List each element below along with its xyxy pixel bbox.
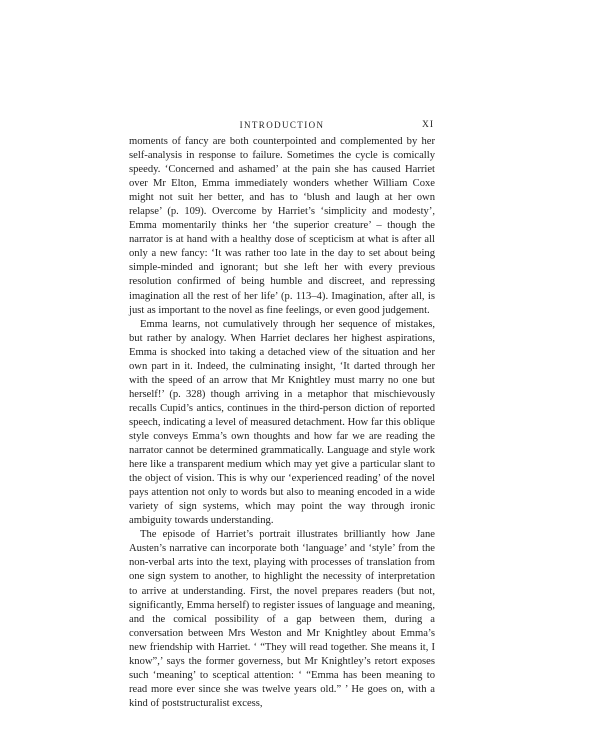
- paragraph-2: Emma learns, not cumulatively through her sequence of mistakes, but rather by analogy. When Harriet declares her highest aspirations, Emma is shocked into taking a detached view of the situation and her own part in it. Indeed, the culminating insight, ‘It darted through her with the speed of an arrow that Mr Knightley must marry no one but herself!’ (p. 328) though arriving in a metaphor that mischievously recalls Cupid’s antics, continues in the third-person diction of reported speech, indicating a level of measured detachment. How far this oblique style conveys Emma’s own thoughts and how far we are reading the narrator cannot be determined grammatically. Language and style work here like a transparent medium which may yet give a particular slant to the object of vision. This is why our ‘experienced reading’ of the novel pays attention not only to words but also to meaning encoded in a wide variety of sign systems, which may point the way through ironic ambiguity towards understanding.: [129, 318, 435, 527]
- paragraph-1: moments of fancy are both counterpointed and complemented by her self-analysis in response to failure. Sometimes the cycle is comically speedy. ‘Concerned and ashamed’ at the pain she has caused Harriet over Mr Elton, Emma immediately wonders whether William Coxe might not suit her better, and has to ‘blush and laugh at her own relapse’ (p. 109). Overcome by Harriet’s ‘simplicity and modesty’, Emma momentarily thinks her ‘the superior creature’ – though the narrator is at hand with a healthy dose of scepticism at what is after all only a new fancy: ‘It was rather too late in the day to set about being simple-minded and ignorant; but she left her with every previous resolution confirmed of being humble and discreet, and repressing imagination all the rest of her life’ (p. 113–4). Imagination, after all, is just as important to the novel as fine feelings, or even good judgement.: [129, 136, 435, 316]
- page-number: XI: [421, 120, 434, 130]
- body-text: [129, 135, 435, 711]
- paragraph-3: The episode of Harriet’s portrait illustrates brilliantly how Jane Austen’s narrative can incorporate both ‘language’ and ‘style’ from the non-verbal arts into the text, playing with processes of translation from one sign system to another, to highlight the necessity of interpretation to arrive at understanding. First, the novel prepares readers (but not, significantly, Emma herself) to register issues of language and meaning, and the comical possibility of a gap between them, during a conversation between Mrs Weston and Mr Knightley about Emma’s new friendship with Harriet. ‘ “They will read together. She means it, I know”,’ says the former governess, but Mr Knightley’s retort exposes such ‘meaning’ to sceptical attention: ‘ “Emma has been meaning to read more ever since she was twelve years old.” ’ He goes on, with a kind of poststructuralist excess,: [129, 529, 435, 709]
- running-title: INTRODUCTION: [239, 120, 325, 130]
- running-head: [130, 118, 434, 132]
